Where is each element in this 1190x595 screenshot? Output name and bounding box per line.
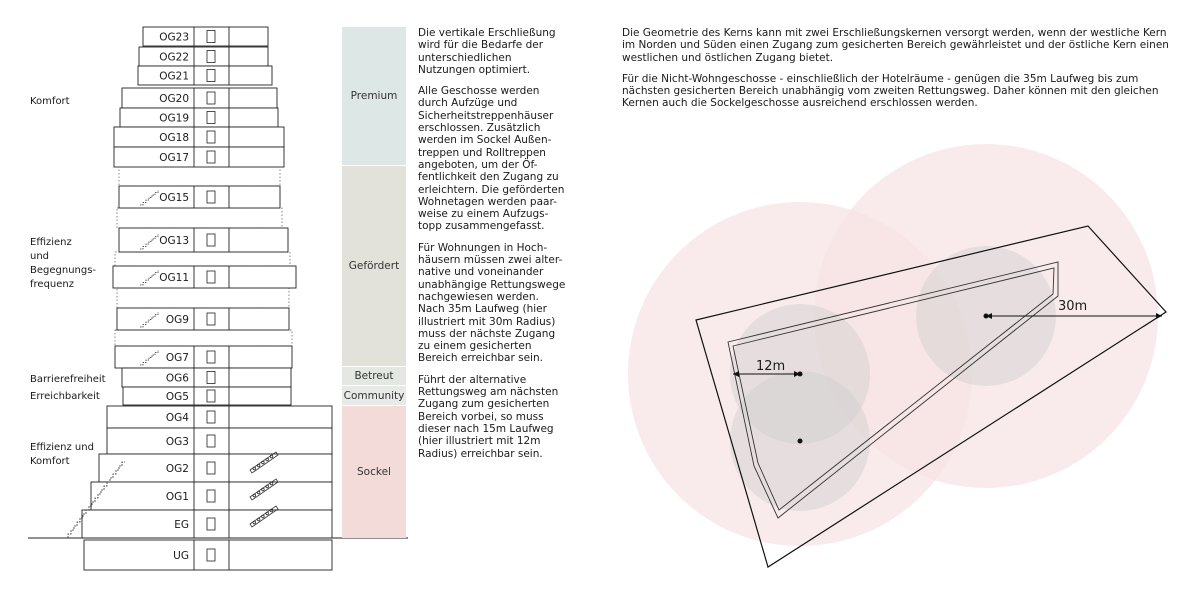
floor-label: OG11 — [159, 272, 189, 284]
floor-og21 — [138, 66, 272, 85]
floor-og20 — [122, 88, 277, 108]
band-community: Community — [342, 386, 406, 405]
floor-og2 — [99, 454, 332, 482]
floor-og3 — [107, 428, 332, 454]
label-12m: 12m — [756, 359, 786, 374]
middle-paragraph: Für Wohnungen in Hoch-häusern müssen zwei alter-native und voneinander unabhängige Rettungswege nachgewiesen werden. Nach 35m Laufweg (hier illustriert mit 30m Radius) muss der nächste Zugang zu einem gesicherten Bereich erreichbar sein. — [418, 241, 566, 365]
label-komfort: Komfort — [30, 96, 70, 107]
middle-text — [418, 27, 566, 469]
label-effizienz-komfort-2: Komfort — [30, 456, 70, 467]
floor-gap — [117, 208, 282, 228]
band-premium: Premium — [342, 27, 406, 165]
right-paragraph: Für die Nicht-Wohngeschosse - einschließlich der Hotelräume - genügen die 35m Laufweg bis zum nächsten gesicherten Bereich unabhängig vom zweiten Rettungsweg. Daher können mit den gleichen Kernen auch die Sockelgeschosse ausreichend erschlossen werden. — [622, 72, 1159, 110]
core-west-south-point — [798, 439, 803, 444]
floor-og7 — [115, 346, 292, 368]
floor-label: OG17 — [159, 152, 189, 164]
floor-label: OG15 — [159, 192, 189, 204]
label-effizienz-4: frequenz — [30, 279, 74, 290]
floor-label: OG13 — [159, 235, 189, 247]
right-paragraph: Die Geometrie des Kerns kann mit zwei Erschließungskernen versorgt werden, wenn der westliche Kern im Norden und Süden einen Zugang zum gesicherten Bereich gewährleistet und der östliche Kern einen westlichen und östlichen Zugang bietet. — [622, 27, 1169, 64]
floor-og4 — [107, 406, 332, 428]
floor-label: OG18 — [159, 132, 189, 144]
label-effizienz-komfort-1: Effizienz und — [30, 442, 94, 453]
floor-label: OG3 — [165, 436, 189, 448]
floor-label: EG — [174, 519, 189, 531]
floor-og6 — [122, 368, 291, 387]
label-erreichbarkeit: Erreichbarkeit — [30, 391, 100, 402]
band-sockel: Sockel — [342, 406, 406, 538]
floor-label: OG20 — [159, 93, 189, 105]
floor-label: OG7 — [165, 352, 189, 364]
floor-label: UG — [173, 550, 189, 562]
middle-paragraph: Alle Geschosse werden durch Aufzüge und Sicherheitstreppenhäuser erschlossen. Zusätzlich werden im Sockel Außen-treppen und Rolltreppen angeboten, um der Öf-fentlichkeit den Zugang zu erleichtern. Die geförderten Wohnetagen werden paar-weise zu einem Aufzugs-topp zusammengefasst. — [418, 85, 565, 233]
floor-gap — [119, 166, 280, 186]
label-effizienz-1: Effizienz — [30, 237, 72, 248]
arrow-icon — [1156, 313, 1162, 319]
floor-og17 — [114, 147, 284, 167]
floor-label: OG21 — [159, 70, 189, 83]
floors — [82, 27, 332, 570]
middle-paragraph: Führt der alternative Rettungsweg am nächsten Zugang zum gesicherten Bereich vorbei, so muss dieser nach 15m Laufweg (hier illustriert mit 12m Radius) erreichbar sein. — [418, 373, 559, 460]
label-30m: 30m — [1058, 299, 1088, 314]
floor-og19 — [120, 108, 278, 127]
floor-og18 — [114, 127, 284, 147]
band-gefoerdert: Gefördert — [342, 166, 406, 366]
floor-og13 — [119, 228, 288, 252]
floor-label: OG22 — [159, 51, 189, 64]
label-effizienz-3: Begegnungs- — [30, 265, 97, 276]
core-plan-diagram — [600, 0, 1190, 595]
floor-gap — [115, 252, 290, 266]
label-barrierefreiheit: Barrierefreiheit — [30, 374, 106, 385]
band-betreut: Betreut — [342, 367, 406, 385]
middle-paragraph: Die vertikale Erschließung wird für die Bedarfe der unterschiedlichen Nutzungen optimiert. — [418, 27, 556, 76]
floor-gap — [117, 288, 289, 308]
floor-label: OG1 — [165, 491, 189, 503]
floor-label: OG9 — [165, 314, 189, 326]
floor-label: OG5 — [165, 391, 189, 403]
label-effizienz-2: und — [30, 251, 50, 262]
floor-ug — [84, 540, 332, 570]
floor-gap — [115, 330, 292, 346]
floor-label: OG23 — [159, 31, 189, 44]
floor-og1 — [91, 482, 332, 510]
floor-label: OG2 — [165, 463, 189, 475]
floor-label: OG19 — [159, 112, 189, 125]
floor-label: OG4 — [165, 412, 189, 424]
floor-label: OG6 — [165, 372, 189, 385]
